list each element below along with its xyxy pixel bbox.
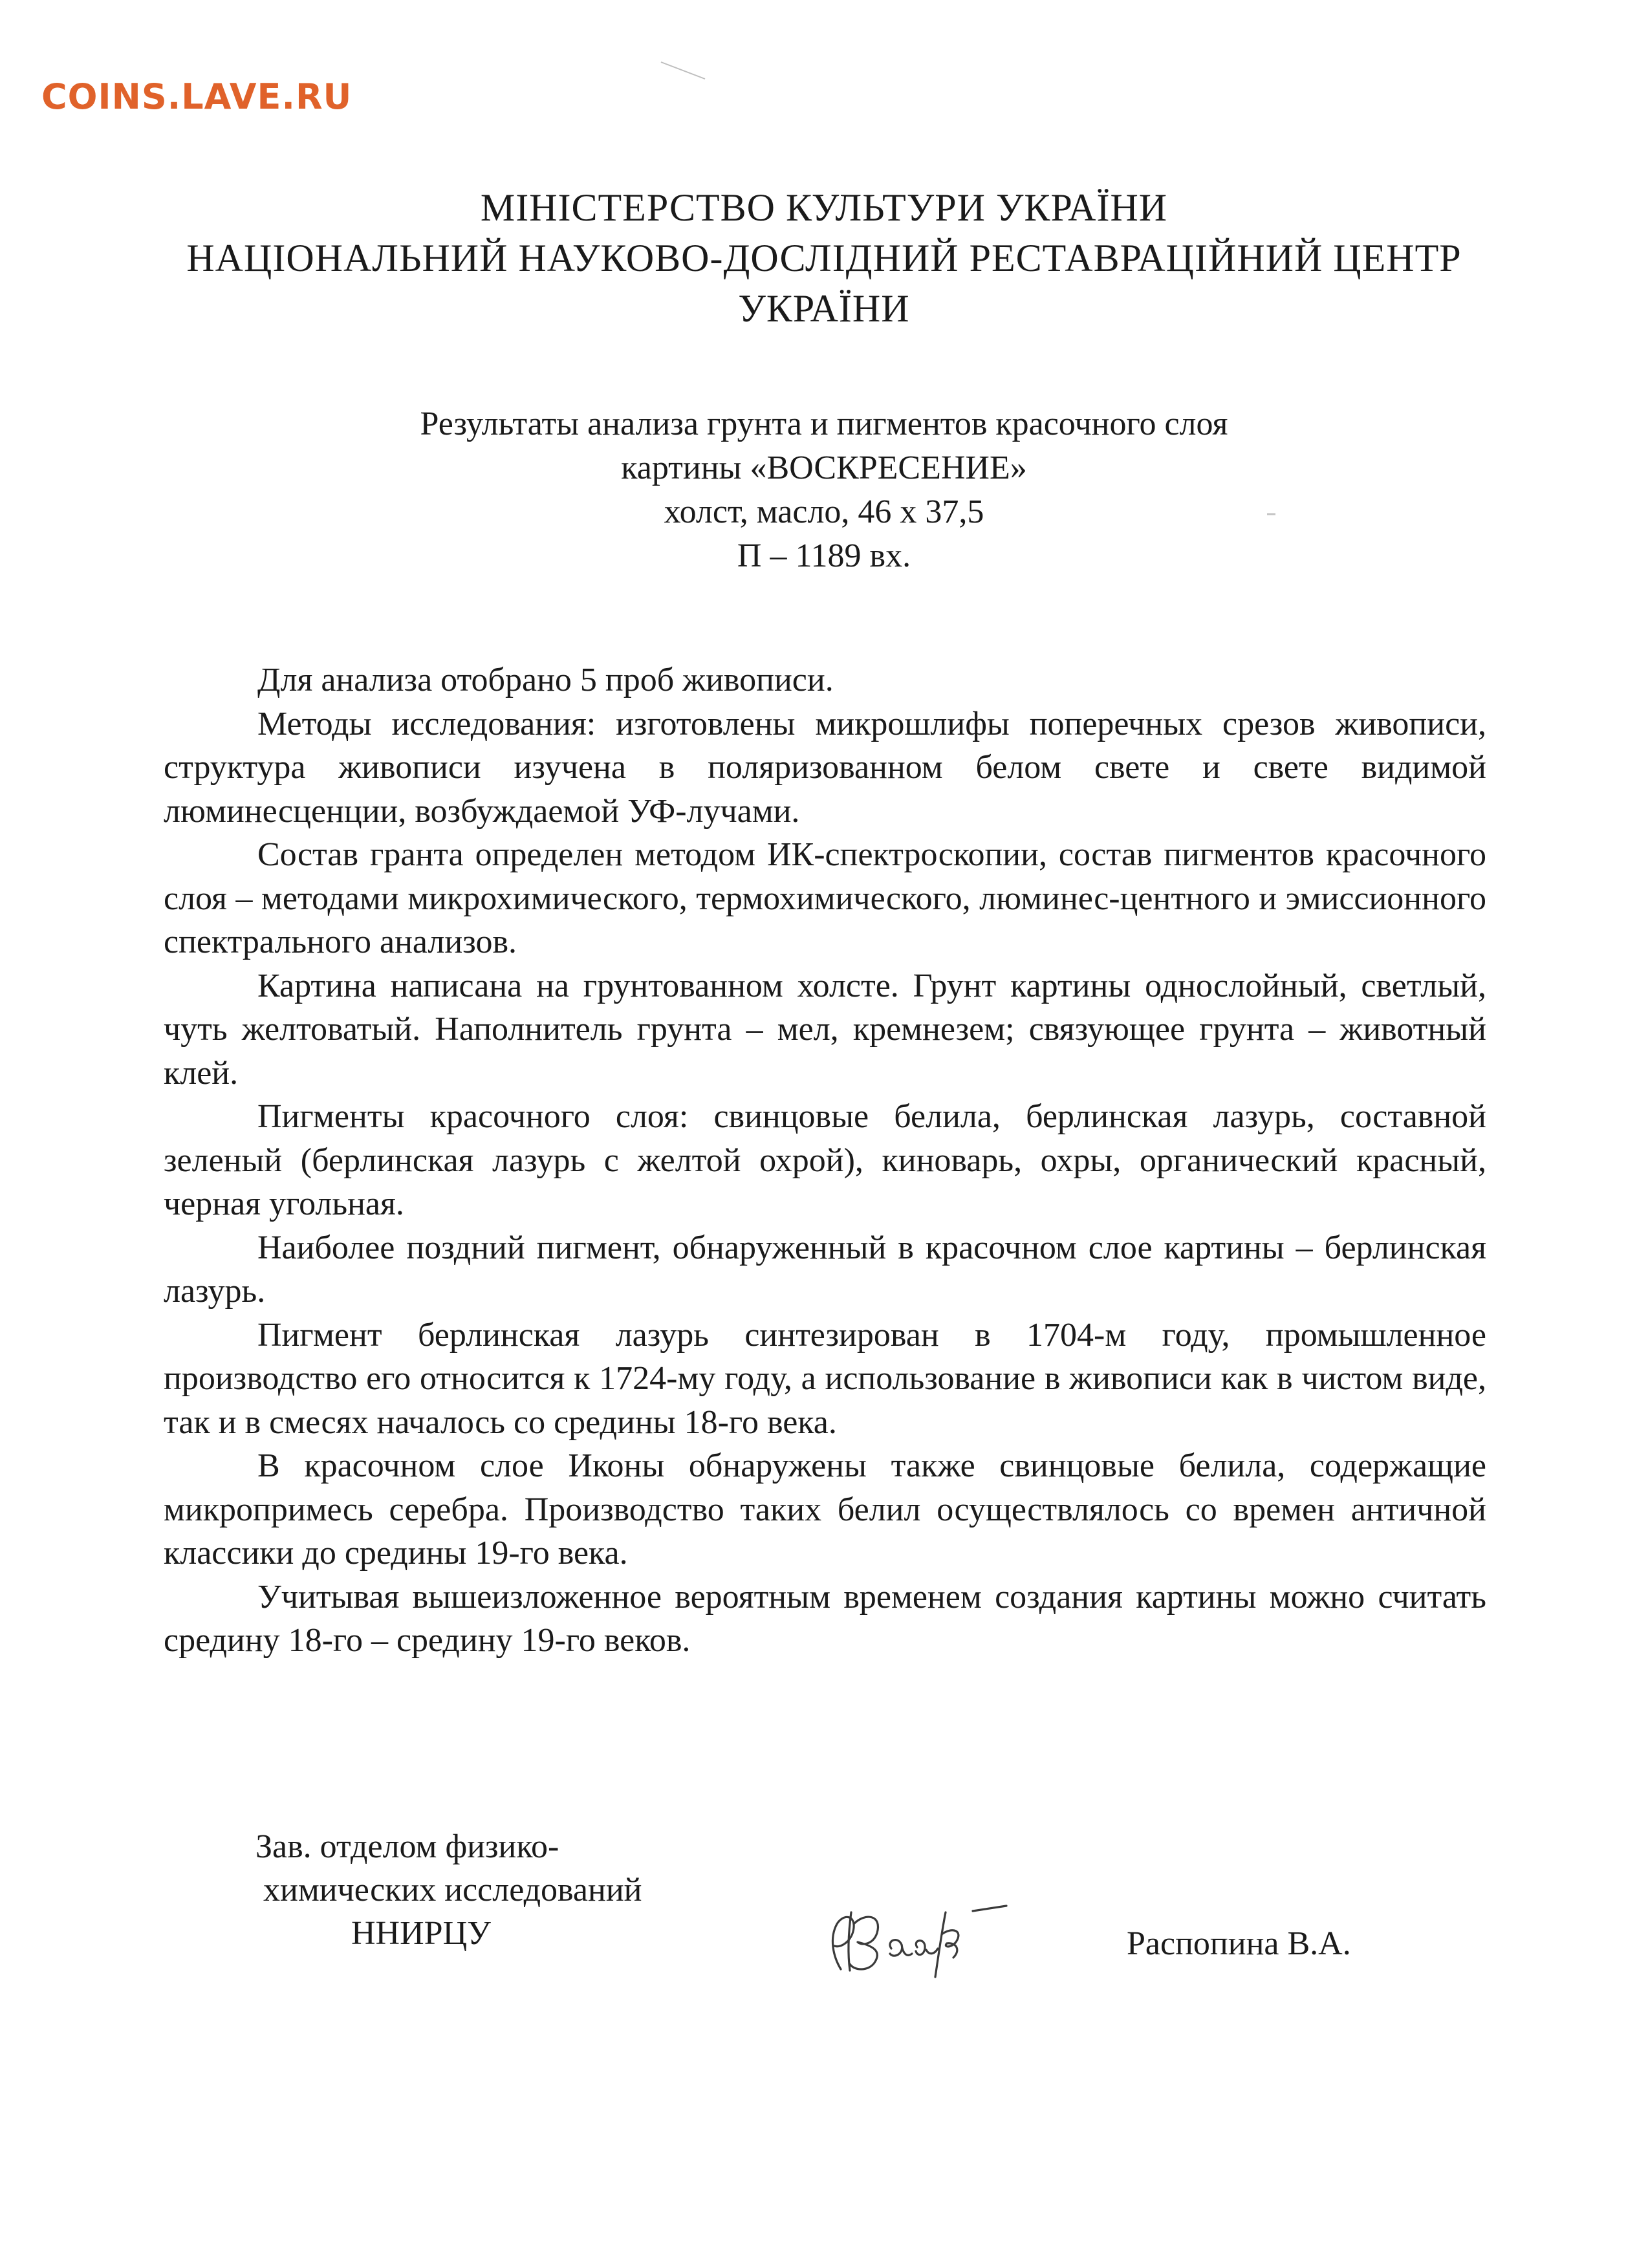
signature-block — [0, 1825, 1648, 1993]
signatory-position — [255, 1825, 642, 1955]
title-line-registry: П – 1189 вх. — [737, 537, 911, 574]
scan-mark — [660, 59, 711, 85]
paragraph-methods: Методы исследования: изготовлены микрошлифы поперечных срезов живописи, структура живописи изучена в поляризованном белом свете и свете видимой люминесценции, возбуждаемой УФ-лучами. — [164, 705, 1486, 830]
paragraph-ground: Картина написана на грунтованном холсте. Грунт картины однослойный, светлый, чуть желтоватый. Наполнитель грунта – мел, кремнезем; связующее грунта – животный клей. — [164, 967, 1486, 1092]
header-line-country: УКРАЇНИ — [738, 287, 910, 330]
document-title — [0, 402, 1648, 578]
position-line-2: химических исследований — [263, 1872, 642, 1908]
paragraph-composition-methods: Состав гранта определен методом ИК-спектроскопии, состав пигментов красочного слоя – методами микрохимического, термохимического, люминес-центного и эмиссионного спектрального анализов. — [164, 836, 1486, 960]
header-line-center: НАЦІОНАЛЬНИЙ НАУКОВО-ДОСЛІДНИЙ РЕСТАВРАЦІЙНИЙ ЦЕНТР — [186, 237, 1462, 279]
handwritten-signature — [815, 1886, 1035, 1983]
signatory-name: Распопина В.А. — [1127, 1925, 1351, 1962]
title-line-medium: холст, масло, 46 х 37,5 — [664, 493, 984, 530]
report-body — [164, 658, 1486, 1663]
watermark-text: COINS.LAVE.RU — [41, 76, 352, 117]
position-line-3: ННИРЦУ — [351, 1915, 491, 1952]
paragraph-lead-white: В красочном слое Иконы обнаружены также свинцовые белила, содержащие микропримесь серебра. Производство таких белил осуществлялось со времен античной классики до средины 19-го века. — [164, 1447, 1486, 1571]
header-line-ministry: МІНІСТЕРСТВО КУЛЬТУРИ УКРАЇНИ — [480, 186, 1168, 229]
paragraph-prussian-blue: Пигмент берлинская лазурь синтезирован в 1704-м году, промышленное производство его относится к 1724-му году, а использование в живописи как в чистом виде, так и в смесях началось со средины 18-го века. — [164, 1316, 1486, 1441]
paragraph-pigments: Пигменты красочного слоя: свинцовые белила, берлинская лазурь, составной зеленый (берлинская лазурь с желтой охрой), киноварь, охры, органический красный, черная угольная. — [164, 1098, 1486, 1222]
ministry-header — [0, 182, 1648, 334]
paragraph-latest-pigment: Наиболее поздний пигмент, обнаруженный в красочном слое картины – берлинская лазурь. — [164, 1229, 1486, 1310]
title-line-painting: картины «ВОСКРЕСЕНИЕ» — [621, 449, 1027, 486]
paragraph-samples: Для анализа отобрано 5 проб живописи. — [257, 662, 834, 698]
title-line-subject: Результаты анализа грунта и пигментов красочного слоя — [420, 405, 1228, 442]
position-line-1: Зав. отделом физико- — [255, 1828, 559, 1865]
paragraph-conclusion: Учитывая вышеизложенное вероятным временем создания картины можно считать средину 18-го – средину 19-го веков. — [164, 1578, 1486, 1659]
